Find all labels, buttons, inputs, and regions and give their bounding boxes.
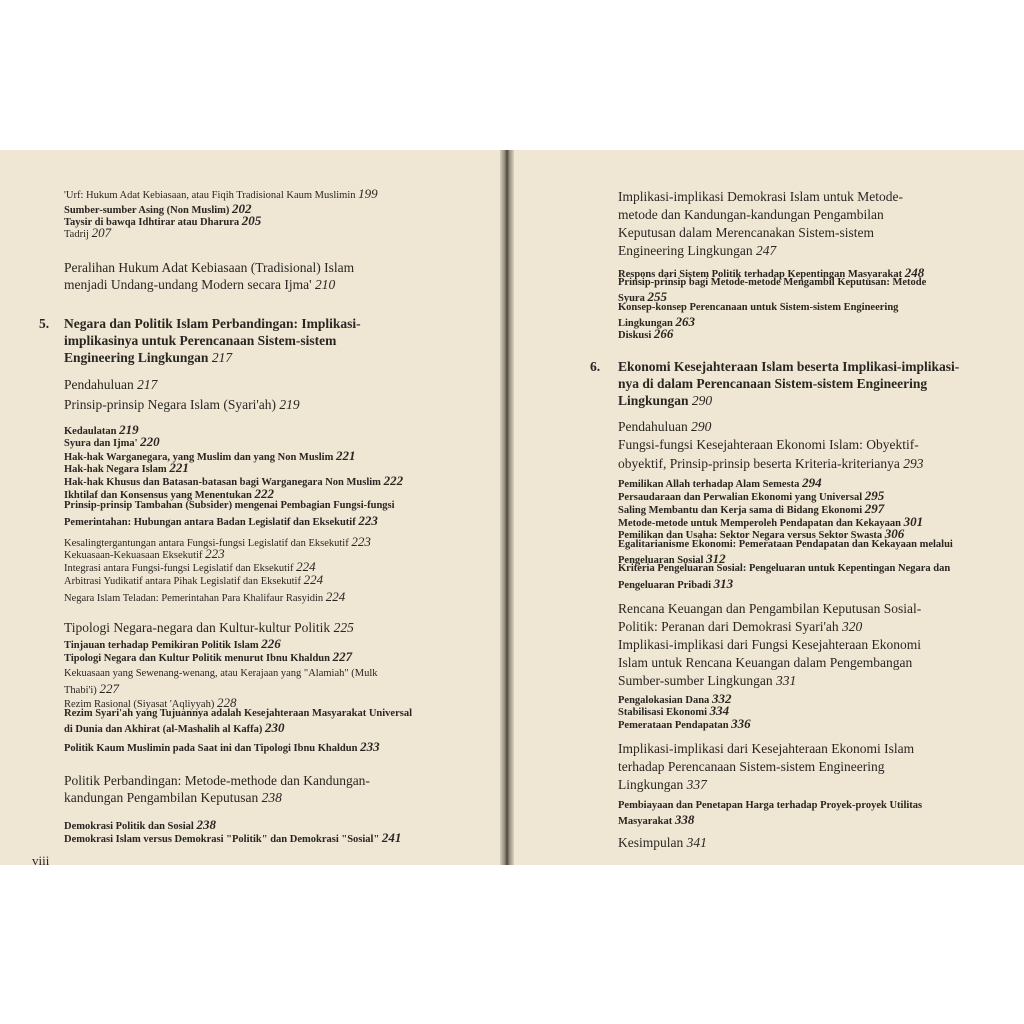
right-page [512,150,1024,865]
toc-entry [64,682,119,697]
toc-entry-text: Hak-hak Negara Islam [64,464,170,475]
toc-entry-text: Demokrasi Islam versus Demokrasi "Politik" dan Demokrasi "Sosial" [64,834,382,845]
toc-entry [618,620,862,634]
toc-entry-text: Syura dan Ijma' [64,438,141,449]
toc-entry [618,226,874,240]
toc-entry-text: Masyarakat [618,816,675,827]
toc-entry [64,398,300,412]
toc-entry [64,278,335,292]
toc-entry-text: Lingkungan [618,393,692,408]
toc-entry-text: Ekonomi Kesejahteraan Islam beserta Implikasi-implikasi- [618,359,960,374]
toc-page-number: 320 [842,619,863,634]
toc-page-number: 219 [279,397,300,412]
toc-entry-text: Sumber-sumber Lingkungan [618,673,776,688]
toc-entry-text: Islam untuk Rencana Keuangan dalam Pengembangan [618,655,913,670]
toc-entry-text: Implikasi-implikasi dari Fungsi Kesejahteraan Ekonomi [618,637,921,652]
toc-page-number: 227 [332,649,353,664]
toc-entry [618,394,712,408]
toc-entry-text: metode dan Kandungan-kandungan Pengambilan [618,207,884,222]
toc-entry-text: Kriteria Pengeluaran Sosial: Pengeluaran untuk Kepentingan Negara dan [618,563,951,574]
toc-entry [618,638,921,652]
toc-entry [618,420,711,434]
toc-entry [618,190,903,204]
toc-entry [618,244,776,258]
toc-entry-text: Implikasi-implikasi Demokrasi Islam untuk Metode- [618,189,903,204]
toc-entry-text: Politik Kaum Muslimin pada Saat ini dan Tipologi Ibnu Khaldun [64,743,361,754]
toc-page-number: 297 [864,501,885,516]
toc-entry [618,813,694,828]
toc-page-number: 220 [140,434,160,449]
toc-entry-text: Pengalokasian Dana [618,695,712,706]
toc-entry-text: Rezim Syari'ah yang Tujuannya adalah Kesejahteraan Masyarakat Universal [64,708,412,719]
toc-entry-text: menjadi Undang-undang Modern secara Ijma' [64,277,315,292]
toc-entry-text: Kesimpulan [618,835,687,850]
toc-page-number: 337 [686,777,707,792]
toc-entry-text: Kedaulatan [64,426,120,437]
toc-page-number: 290 [691,419,712,434]
toc-page-number: 221 [335,448,356,463]
toc-page-number: 295 [864,488,885,503]
toc-page-number: 222 [383,473,404,488]
chapter-number: 6. [590,359,601,374]
toc-page-number: 294 [802,475,822,490]
toc-entry-text: Prinsip-prinsip bagi Metode-metode Mengambil Keputusan: Metode [618,277,927,288]
toc-entry [64,334,336,348]
toc-page-number: 241 [381,830,402,845]
toc-page-number: 223 [358,513,378,528]
toc-page-number: 207 [91,225,112,240]
toc-page-number: 331 [775,673,797,688]
toc-page-number: 224 [325,589,346,604]
toc-entry [64,573,323,588]
toc-entry-text: Engineering Lingkungan [618,243,756,258]
toc-entry-text: Prinsip-prinsip Tambahan (Subsider) mengenai Pembagian Fungsi-fungsi [64,500,395,511]
toc-entry [64,501,395,512]
toc-page-number: 217 [211,350,233,365]
left-toc [0,150,506,865]
toc-entry [618,540,953,551]
toc-page-number: 227 [99,681,119,696]
toc-entry-text: Stabilisasi Ekonomi [618,707,710,718]
toc-entry-text: Demokrasi Politik dan Sosial [64,821,197,832]
toc-entry [618,360,959,374]
toc-page-number: 341 [686,835,707,850]
toc-entry-text: Peralihan Hukum Adat Kebiasaan (Tradisional) Islam [64,260,355,275]
toc-page-number: 205 [241,213,262,228]
toc-entry-text: Thabi'i) [64,685,100,696]
toc-entry [64,650,352,665]
toc-page-number: 247 [755,243,777,258]
toc-page-number: 221 [169,460,189,475]
toc-entry [618,577,733,592]
toc-entry-text: nya di dalam Perencanaan Sistem-sistem Engineering [618,376,928,391]
toc-page-number: 290 [691,393,713,408]
toc-page-number: 313 [713,576,734,591]
toc-entry-text: Hak-hak Warganegara, yang Muslim dan yang Non Muslim [64,452,336,463]
toc-entry [64,378,157,392]
toc-entry-text: Pemilikan Allah terhadap Alam Semesta [618,479,803,490]
toc-entry-text: Lingkungan [618,318,676,329]
toc-entry-text: Tipologi Negara-negara dan Kultur-kultur Politik [64,620,334,635]
toc-entry [64,669,378,680]
toc-entry-text: Pendahuluan [64,377,138,392]
toc-entry-text: Ikhtilaf dan Konsensus yang Menentukan [64,490,255,501]
toc-entry-text: 'Urf: Hukum Adat Kebiasaan, atau Fiqih Tradisional Kaum Muslimin [64,190,359,201]
toc-page-number: 233 [360,739,380,754]
toc-entry [64,226,111,241]
toc-entry-text: Rencana Keuangan dan Pengambilan Keputusan Sosial- [618,601,922,616]
toc-page-number: 238 [196,817,216,832]
toc-entry-text: Persaudaraan dan Perwalian Ekonomi yang Universal [618,492,865,503]
toc-entry-text: kandungan Pengambilan Keputusan [64,790,262,805]
toc-page-number: 332 [711,691,732,706]
toc-entry [64,709,412,720]
toc-entry-text: Politik Perbandingan: Metode-methode dan Kandungan- [64,773,370,788]
book-gutter [500,150,514,865]
toc-page-number: 230 [265,720,285,735]
toc-entry-text: Kekuasaan-Kekuasaan Eksekutif [64,550,206,561]
toc-page-number: 248 [904,265,925,280]
toc-entry [618,717,751,732]
toc-entry-text: Pengeluaran Pribadi [618,580,714,591]
toc-page-number: 224 [296,559,316,574]
toc-entry [64,261,354,275]
toc-entry-text: Egalitarianisme Ekonomi: Pemerataan Pendapatan dan Kekayaan melalui [618,539,953,550]
toc-page-number: 217 [137,377,158,392]
toc-entry [64,317,361,331]
toc-entry [64,514,378,529]
toc-page-number: 266 [653,326,674,341]
toc-entry [618,564,950,575]
toc-entry [64,590,345,605]
toc-page-number: 293 [903,456,924,471]
toc-entry-text: Metode-metode untuk Memperoleh Pendapatan dan Kekayaan [618,518,904,529]
toc-entry-text: Syura [618,293,648,304]
toc-entry [64,435,160,450]
toc-entry-text: Politik: Peranan dari Demokrasi Syari'ah [618,619,843,634]
toc-entry [618,377,927,391]
toc-entry-text: Pengeluaran Sosial [618,555,707,566]
toc-entry-text: Rezim Rasional (Siyasat 'Aqliyyah) [64,699,217,710]
toc-entry-text: obyektif, Prinsip-prinsip beserta Kriteria-kriterianya [618,456,904,471]
toc-page-number: 312 [706,551,726,566]
toc-entry-text: Sumber-sumber Asing (Non Muslim) [64,205,233,216]
toc-entry [618,327,673,342]
toc-entry [618,602,921,616]
toc-page-number: 223 [205,546,225,561]
toc-entry-text: Pendahuluan [618,419,692,434]
toc-entry-text: terhadap Perencanaan Sistem-sistem Engineering [618,759,885,774]
toc-page-number: 306 [884,526,905,541]
toc-entry-text: implikasinya untuk Perencanaan Sistem-sistem [64,333,337,348]
toc-page-number: 202 [232,201,252,216]
toc-entry [64,721,285,736]
toc-entry [618,457,924,471]
toc-entry [618,303,898,314]
toc-entry [64,187,378,202]
toc-page-number: 223 [351,534,371,549]
toc-entry-text: Konsep-konsep Perencanaan untuk Sistem-sistem Engineering [618,302,899,313]
toc-page-number: 338 [674,812,695,827]
toc-page-number: 210 [314,277,336,292]
toc-entry [618,438,919,452]
toc-entry [64,621,354,635]
toc-entry [618,742,914,756]
toc-entry-text: Hak-hak Khusus dan Batasan-batasan bagi Warganegara Non Muslim [64,477,384,488]
toc-page-number: 238 [261,790,282,805]
toc-page-number: 334 [709,703,730,718]
toc-entry [618,674,796,688]
toc-page-number: 222 [254,486,275,501]
toc-entry-text: Pemerintahan: Hubungan antara Badan Legislatif dan Eksekutif [64,517,359,528]
toc-entry-text: Tinjauan terhadap Pemikiran Politik Islam [64,640,262,651]
toc-entry [64,774,370,788]
toc-page-number: 228 [216,695,237,710]
toc-entry-text: Saling Membantu dan Kerja sama di Bidang Ekonomi [618,505,865,516]
toc-entry [64,831,401,846]
toc-entry-text: Diskusi [618,330,654,341]
toc-entry [64,740,380,755]
toc-entry-text: Engineering Lingkungan [64,350,212,365]
toc-entry-text: Keputusan dalam Merencanakan Sistem-sistem [618,225,875,240]
toc-entry [618,278,926,289]
toc-entry-text: Prinsip-prinsip Negara Islam (Syari'ah) [64,397,280,412]
toc-entry-text: Pemerataan Pendapatan [618,720,732,731]
open-book [0,150,1024,865]
toc-entry-text: Respons dari Sistem Politik terhadap Kepentingan Masyarakat [618,269,905,280]
toc-page-number: 225 [333,620,354,635]
toc-entry-text: Taysir di bawqa Idhtirar atau Dharura [64,217,242,228]
toc-entry [618,778,707,792]
toc-page-number: 219 [119,422,139,437]
toc-entry-text: Integrasi antara Fungsi-fungsi Legislatif dan Eksekutif [64,563,297,574]
left-page [0,150,506,865]
toc-page-number: 255 [647,289,667,304]
toc-entry [618,208,884,222]
toc-page-number: 199 [358,186,378,201]
toc-entry-text: Pembiayaan dan Penetapan Harga terhadap Proyek-proyek Utilitas [618,800,923,811]
toc-entry-text: Arbitrasi Yudikatif antara Pihak Legislatif dan Eksekutif [64,576,304,587]
toc-entry-text: di Dunia dan Akhirat (al-Mashalih al Kaffa) [64,724,265,735]
toc-entry-text: Negara Islam Teladan: Pemerintahan Para Khalifaur Rasyidin [64,593,326,604]
toc-entry [618,836,707,850]
toc-entry-text: Implikasi-implikasi dari Kesejahteraan Ekonomi Islam [618,741,915,756]
toc-entry-text: Lingkungan [618,777,687,792]
chapter-number: 5. [39,316,50,331]
toc-page-number: 263 [675,314,695,329]
toc-entry-text: Tipologi Negara dan Kultur Politik menurut Ibnu Khaldun [64,653,333,664]
toc-page-number: 301 [903,514,924,529]
toc-entry-text: Fungsi-fungsi Kesejahteraan Ekonomi Islam: Obyektif- [618,437,919,452]
right-toc [512,150,1024,865]
toc-entry [64,791,282,805]
toc-page-number: 336 [731,716,751,731]
toc-entry-text: Pemilikan dan Usaha: Sektor Negara versus Sektor Swasta [618,530,885,541]
toc-entry-text: Negara dan Politik Islam Perbandingan: Implikasi- [64,316,361,331]
toc-entry-text: Tadrij [64,229,92,240]
toc-page-number: 226 [261,636,281,651]
toc-page-number: 224 [303,572,324,587]
toc-entry [618,760,885,774]
toc-entry [618,801,922,812]
toc-entry-text: Kekuasaan yang Sewenang-wenang, atau Kerajaan yang "Alamiah" (Mulk [64,668,378,679]
toc-entry [64,351,232,365]
toc-entry [618,656,912,670]
toc-entry-text: Kesalingtergantungan antara Fungsi-fungsi Legislatif dan Eksekutif [64,538,352,549]
page-folio: viii [32,853,50,865]
